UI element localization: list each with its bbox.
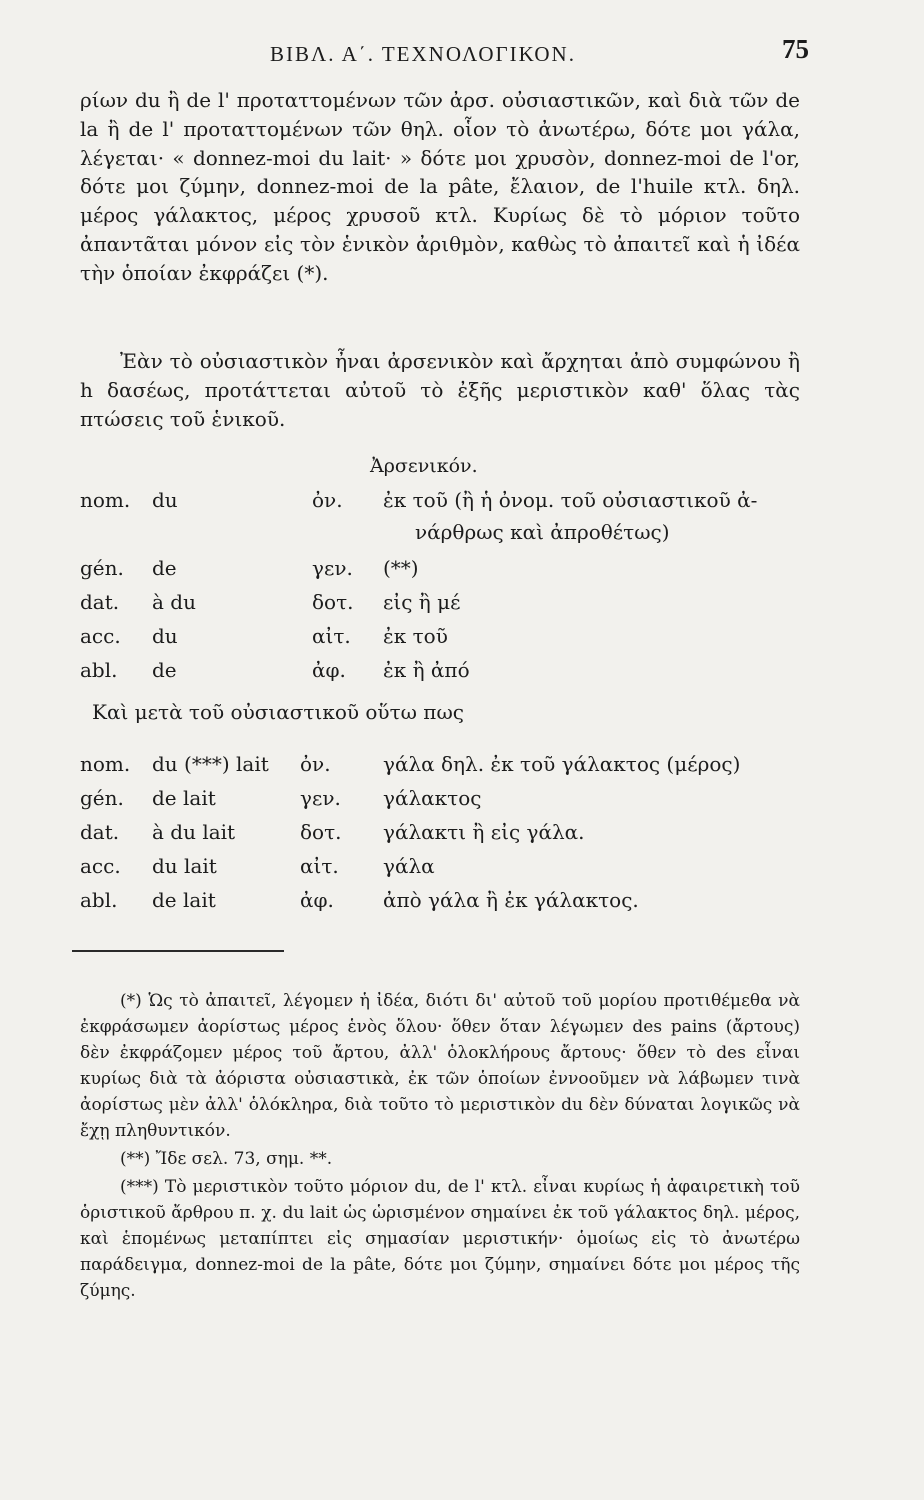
french-form: à du lait	[152, 820, 236, 844]
greek-gloss: γάλακτι ἢ εἰς γάλα.	[383, 820, 585, 844]
case-label: acc.	[80, 624, 121, 648]
table-row	[80, 624, 800, 658]
table-row	[80, 888, 800, 922]
case-label: nom.	[80, 752, 131, 776]
greek-gloss: γάλακτος	[383, 786, 482, 810]
greek-gloss: ἐκ τοῦ	[383, 624, 448, 648]
case-abbr: δοτ.	[312, 590, 354, 614]
greek-gloss: ἀπὸ γάλα ἢ ἐκ γάλακτος.	[383, 888, 639, 912]
running-title: ΒΙΒΛ. Α΄. ΤΕΧΝΟΛΟΓΙΚΟΝ.	[270, 42, 576, 66]
table-row	[80, 488, 800, 522]
french-form: du	[152, 488, 178, 512]
table-row	[80, 854, 800, 888]
footnote-rule	[72, 950, 284, 952]
case-label: nom.	[80, 488, 131, 512]
table-row	[80, 752, 800, 786]
paragraph-2	[80, 347, 800, 433]
declension-table-2	[80, 752, 800, 922]
case-abbr: ὀν.	[312, 488, 343, 512]
case-abbr: ἀφ.	[300, 888, 334, 912]
paragraph-1-text: ρίων du ἢ de l' προταττομένων τῶν ἀρσ. οὐσιαστικῶν, καὶ διὰ τῶν de la ἢ de l' προταττομένων τῶν θηλ. οἷον τὸ ἀνωτέρω, δότε μοι γάλα, λέγεται· « donnez-moi du lait· » δότε μοι χρυσὸν, donnez-moi de l'or, δότε μοι ζύμην, donnez-moi de la pâte, ἔλαιον, de l'huile κτλ. δηλ. μέρος γάλακτος, μέρος χρυσοῦ κτλ. Κυρίως δὲ τὸ μόριον τοῦτο ἀπαντᾶται μόνον εἰς τὸν ἑνικὸν ἀριθμὸν, καθὼς τὸ ἀπαιτεῖ καὶ ἡ ἰδέα τὴν ὁποίαν ἐκφράζει (*).	[80, 88, 800, 285]
gloss-continuation: νάρθρως καὶ ἀπροθέτως)	[415, 520, 670, 544]
case-abbr: δοτ.	[300, 820, 342, 844]
french-form: de	[152, 658, 177, 682]
french-form: de	[152, 556, 177, 580]
case-abbr: ὀν.	[300, 752, 331, 776]
case-label: gén.	[80, 556, 124, 580]
french-form: de lait	[152, 888, 216, 912]
footnote-2: (**) Ἴδε σελ. 73, σημ. **.	[120, 1149, 333, 1169]
french-form: de lait	[152, 786, 216, 810]
masculine-heading: Ἀρσενικόν.	[370, 455, 478, 477]
footnote-3: (***) Τὸ μεριστικὸν τοῦτο μόριον du, de l' κτλ. εἶναι κυρίως ἡ ἀφαιρετικὴ τοῦ ὁριστικοῦ ἄρθρου π. χ. du lait ὡς ὡρισμένον σημαίνει ἐκ τοῦ γάλακτος δηλ. μέρος, καὶ ἑπομένως μεταπίπτει εἰς σημασίαν μεριστικήν· ὁμοίως εἰς τὸ ἀνωτέρω παράδειγμα, donnez-moi de la pâte, δότε μοι ζύμην, σημαίνει δότε μοι μέρος τῆς ζύμης.	[80, 1177, 800, 1301]
table-row	[80, 820, 800, 854]
footnotes	[80, 988, 800, 1306]
case-abbr: ἀφ.	[312, 658, 346, 682]
greek-gloss: ἐκ ἢ ἀπό	[383, 658, 470, 682]
intro-second-table: Καὶ μετὰ τοῦ οὐσιαστικοῦ οὕτω πως	[92, 700, 464, 724]
case-abbr: γεν.	[312, 556, 353, 580]
case-label: dat.	[80, 590, 120, 614]
case-abbr: γεν.	[300, 786, 341, 810]
paragraph-2-text: Ἐὰν τὸ οὐσιαστικὸν ἦναι ἀρσενικὸν καὶ ἄρχηται ἀπὸ συμφώνου ἢ h δασέως, προτάττεται αὐτοῦ τὸ ἐξῆς μεριστικὸν καθ' ὅλας τὰς πτώσεις τοῦ ἑνικοῦ.	[80, 349, 800, 431]
paragraph-1	[80, 86, 800, 288]
page-header	[0, 34, 924, 74]
case-abbr: αἰτ.	[312, 624, 351, 648]
case-abbr: αἰτ.	[300, 854, 339, 878]
footnote-1: (*) Ὡς τὸ ἀπαιτεῖ, λέγομεν ἡ ἰδέα, διότι δι' αὐτοῦ τοῦ μορίου προτιθέμεθα νὰ ἐκφράσωμεν ἀορίστως μέρος ἑνὸς ὅλου· ὅθεν ὅταν λέγωμεν des pains (ἄρτους) δὲν ἐκφράζομεν μέρος τοῦ ἄρτου, ἀλλ' ὁλοκλήρους ἄρτους· ὅθεν τὸ des εἶναι κυρίως διὰ τὰ ἀόριστα οὐσιαστικὰ, ἐκ τῶν ὁποίων ἐννοοῦμεν νὰ λάβωμεν τινὰ ἀορίστως μὲν ἀλλ' ὁλόκληρα, διὰ τοῦτο τὸ μεριστικὸν du δὲν δύναται λογικῶς νὰ ἔχῃ πληθυντικόν.	[80, 991, 800, 1141]
greek-gloss: εἰς ἢ μέ	[383, 590, 461, 614]
greek-gloss: ἐκ τοῦ (ἢ ἡ ὀνομ. τοῦ οὐσιαστικοῦ ἀ-	[383, 488, 758, 512]
french-form: du lait	[152, 854, 217, 878]
french-form: du (***) lait	[152, 752, 269, 776]
french-form: à du	[152, 590, 196, 614]
case-label: acc.	[80, 854, 121, 878]
greek-gloss: γάλα	[383, 854, 435, 878]
declension-table-1	[80, 488, 800, 692]
case-label: gén.	[80, 786, 124, 810]
table-row	[80, 786, 800, 820]
greek-gloss: γάλα δηλ. ἐκ τοῦ γάλακτος (μέρος)	[383, 752, 741, 776]
greek-gloss: (**)	[383, 556, 419, 580]
page-number: 75	[782, 34, 809, 64]
case-label: abl.	[80, 658, 118, 682]
table-row	[80, 590, 800, 624]
french-form: du	[152, 624, 178, 648]
case-label: dat.	[80, 820, 120, 844]
table-row	[80, 658, 800, 692]
table-row	[80, 556, 800, 590]
case-label: abl.	[80, 888, 118, 912]
